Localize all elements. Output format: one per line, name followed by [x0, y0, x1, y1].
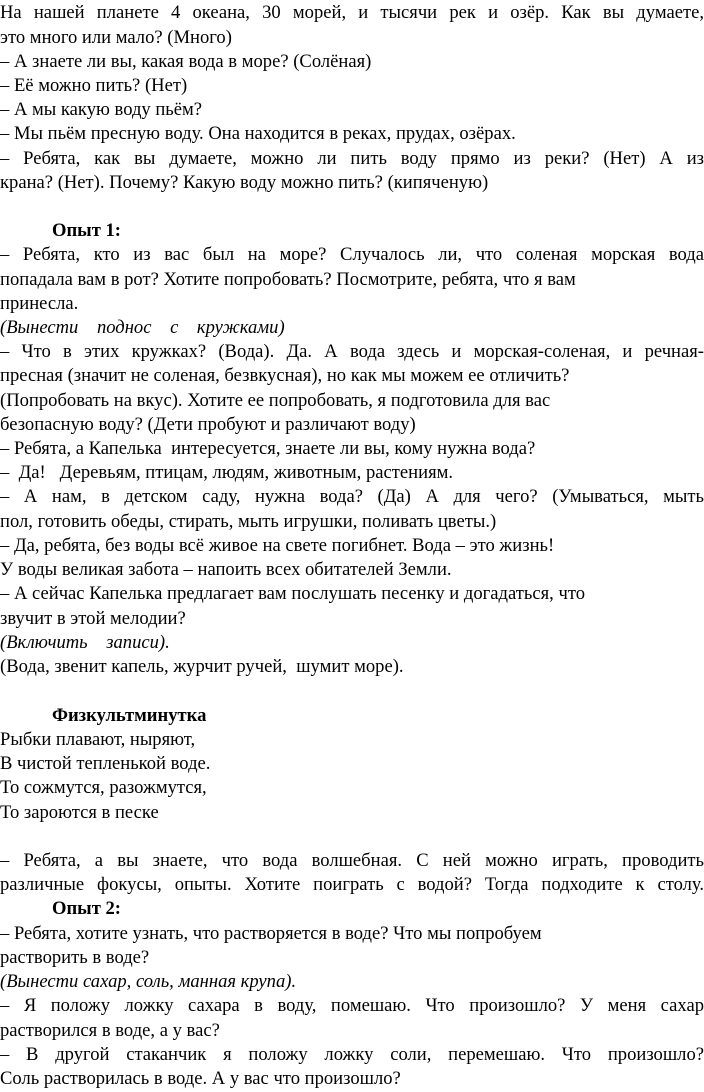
text-line: – Ребята, кто из вас был на море? Случалось ли, что соленая морская вода	[0, 244, 704, 265]
stage-direction: (Вынести сахар, соль, манная крупа).	[0, 971, 297, 992]
text-line: растворить в воде?	[0, 947, 150, 968]
text-line: – А сейчас Капелька предлагает вам послушать песенку и догадаться, что	[0, 583, 585, 604]
text-line: это много или мало? (Много)	[0, 27, 232, 48]
text-line: – А нам, в детском саду, нужна вода? (Да) А для чего? (Умываться, мыть	[0, 486, 704, 507]
text-line: – Ребята, а вы знаете, что вода волшебная. С ней можно играть, проводить	[0, 850, 704, 871]
text-line: – Я положу ложку сахара в воду, помешаю. Что произошло? У меня сахар	[0, 995, 704, 1016]
text-line: – Да, ребята, без воды всё живое на свете погибнет. Вода – это жизнь!	[0, 535, 555, 556]
poem-line: То зароются в песке	[0, 802, 159, 823]
text-line: – А знаете ли вы, какая вода в море? (Солёная)	[0, 51, 372, 72]
text-line: попадала вам в рот? Хотите попробовать? Посмотрите, ребята, что я вам	[0, 269, 576, 290]
text-line: – Ребята, а Капелька интересуется, знаете ли вы, кому нужна вода?	[0, 438, 536, 459]
stage-direction: (Включить записи).	[0, 632, 170, 653]
text-line: У воды великая забота – напоить всех обитателей Земли.	[0, 559, 452, 580]
text-line: (Попробовать на вкус). Хотите ее попробовать, я подготовила для вас	[0, 390, 551, 411]
text-line: – Что в этих кружках? (Вода). Да. А вода здесь и морская-соленая, и речная-	[0, 341, 704, 362]
stage-direction: (Вынести поднос с кружками)	[0, 317, 285, 338]
text-line: пол, готовить обеды, стирать, мыть игрушки, поливать цветы.)	[0, 511, 497, 532]
poem-line: То сожмутся, разожмутся,	[0, 777, 207, 798]
section-heading-experiment-2: Опыт 2:	[52, 898, 121, 919]
section-heading-experiment-1: Опыт 1:	[52, 220, 121, 241]
text-line: растворился в воде, а у вас?	[0, 1020, 220, 1041]
text-line: звучит в этой мелодии?	[0, 608, 186, 629]
text-line: безопасную воду? (Дети пробуют и различают воду)	[0, 414, 416, 435]
text-line: – В другой стаканчик я положу ложку соли, перемешаю. Что произошло?	[0, 1044, 704, 1065]
text-line: пресная (значит не соленая, безвкусная), но как мы можем ее отличить?	[0, 365, 570, 386]
text-line: На нашей планете 4 океана, 30 морей, и тысячи рек и озёр. Как вы думаете,	[0, 2, 704, 23]
text-line: – Её можно пить? (Нет)	[0, 75, 188, 96]
poem-line: В чистой тепленькой воде.	[0, 753, 211, 774]
poem-line: Рыбки плавают, ныряют,	[0, 729, 196, 750]
text-line: – Ребята, хотите узнать, что растворяется в воде? Что мы попробуем	[0, 923, 542, 944]
text-line: – Ребята, как вы думаете, можно ли пить воду прямо из реки? (Нет) А из	[0, 148, 704, 169]
text-line: (Вода, звенит капель, журчит ручей, шумит море).	[0, 656, 404, 677]
text-line: – Мы пьём пресную воду. Она находится в реках, прудах, озёрах.	[0, 123, 516, 144]
text-line: – Да! Деревьям, птицам, людям, животным, растениям.	[0, 462, 454, 483]
text-line: крана? (Нет). Почему? Какую воду можно пить? (кипяченую)	[0, 172, 489, 193]
text-line: принесла.	[0, 293, 79, 314]
text-line: – А мы какую воду пьём?	[0, 99, 203, 120]
text-line: различные фокусы, опыты. Хотите поиграть с водой? Тогда подходите к столу.	[0, 874, 704, 895]
section-heading-fizkultminutka: Физкультминутка	[52, 705, 207, 726]
text-line: Соль растворилась в воде. А у вас что произошло?	[0, 1068, 401, 1089]
